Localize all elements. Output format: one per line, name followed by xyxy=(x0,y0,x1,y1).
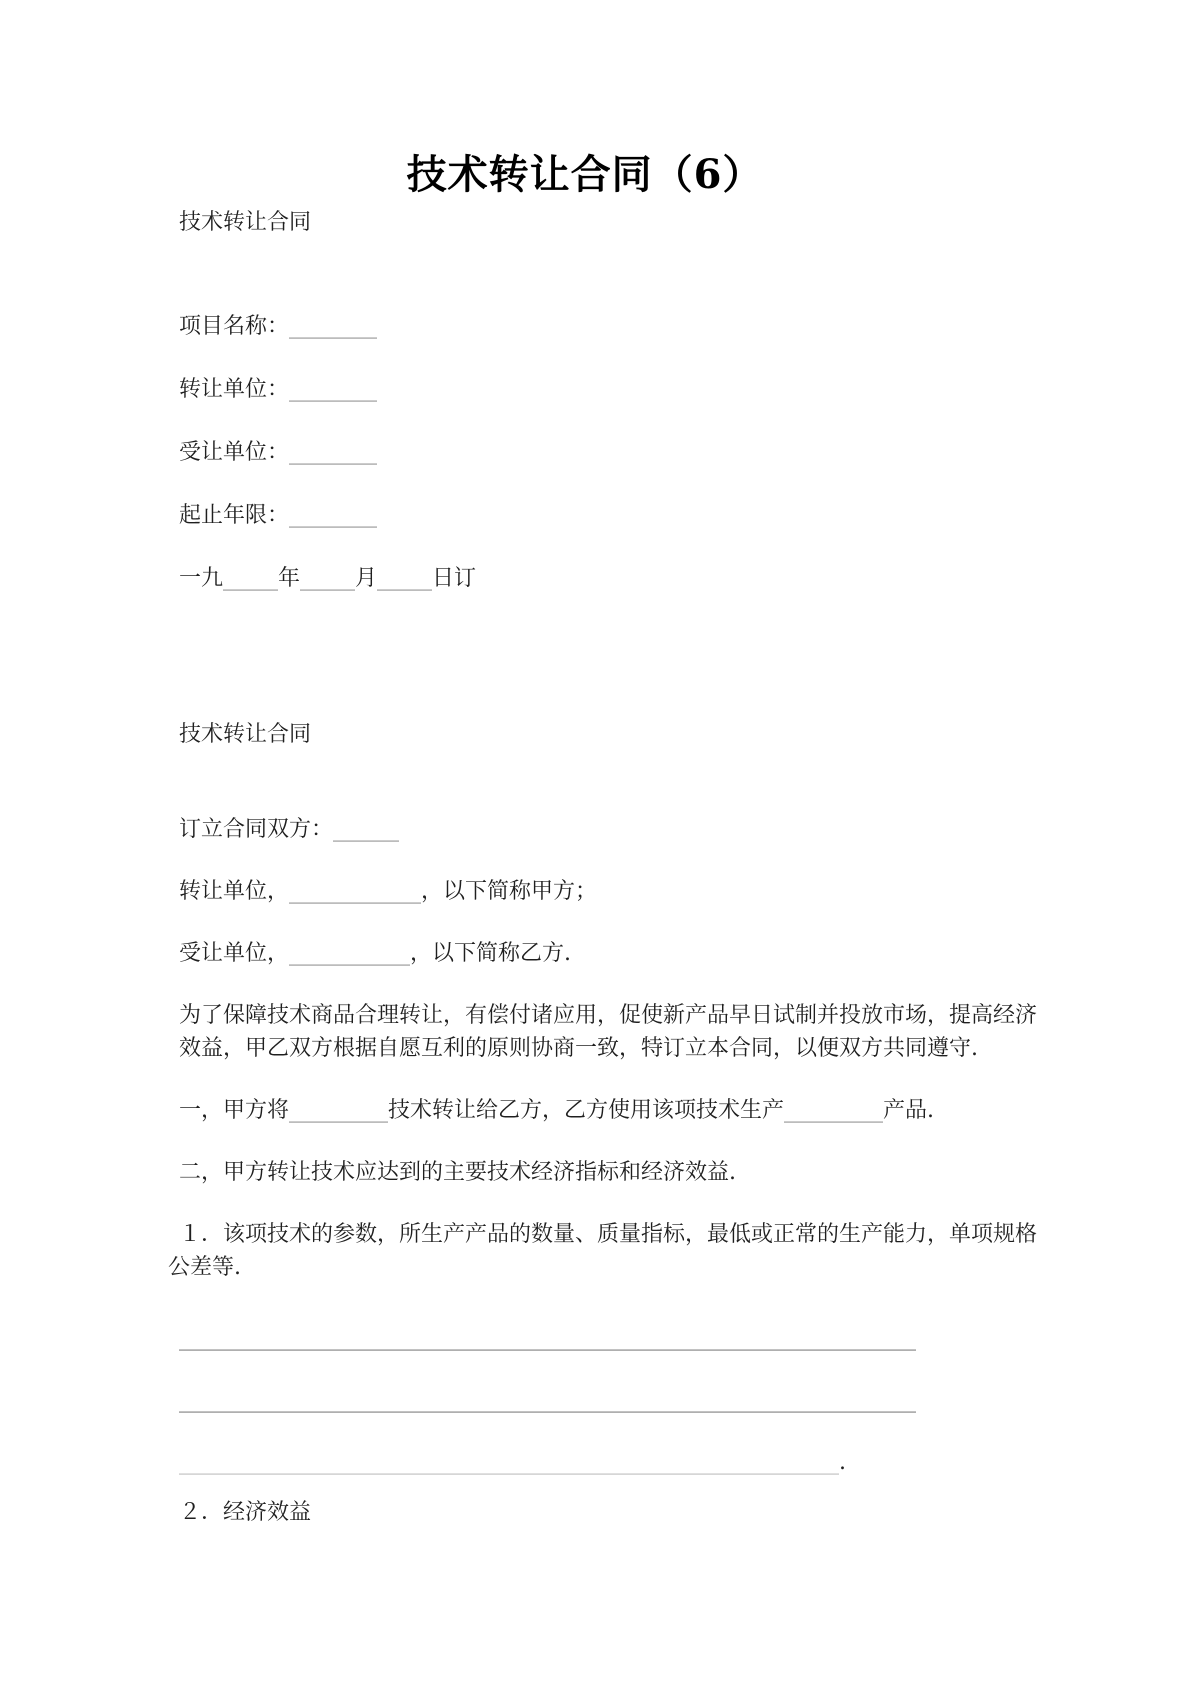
document-title: 技术转让合同（6） xyxy=(406,151,764,198)
fill-line-3-rule: ____________________________________________________________ xyxy=(179,1450,839,1475)
party-b-post: ，以下简称乙方. xyxy=(410,941,572,966)
fill-line-2 xyxy=(179,1384,1051,1417)
clause-one-mid: 技术转让给乙方，乙方使用该项技术生产 xyxy=(388,1098,785,1123)
preamble-paragraph: 为了保障技术商品合理转让，有偿付诸应用，促使新产品早日试制并投放市场，提高经济效益，甲乙双方根据自愿互利的原则协商一致，特订立本合同，以便双方共同遵守. xyxy=(179,1003,1038,1061)
party-a-line xyxy=(179,875,1051,908)
date-day-blank: _____ xyxy=(377,566,433,591)
field-transferor-label: 转让单位： xyxy=(179,377,290,402)
fill-line-1-rule: ___________________________________________________________________ xyxy=(179,1326,916,1351)
field-term-label: 起止年限： xyxy=(179,503,290,528)
parties-intro xyxy=(179,813,1051,846)
date-year-label: 年 xyxy=(278,566,301,591)
field-transferee-blank: ________ xyxy=(289,440,378,465)
field-project-name-label: 项目名称： xyxy=(179,314,290,339)
item-one-paragraph: １．该项技术的参数，所生产产品的数量、质量指标，最低或正常的生产能力，单项规格公差等. xyxy=(168,1222,1038,1280)
party-b-line xyxy=(179,937,1051,970)
date-month-blank: _____ xyxy=(300,566,356,591)
field-transferor-blank: ________ xyxy=(289,377,378,402)
document-subtitle: 技术转让合同 xyxy=(179,210,312,235)
field-transferor xyxy=(179,373,1051,406)
party-b-pre: 受让单位， xyxy=(179,941,290,966)
date-line xyxy=(179,562,1051,595)
parties-intro-label: 订立合同双方： xyxy=(179,817,334,842)
field-project-name-blank: ________ xyxy=(289,314,378,339)
field-transferee-label: 受让单位： xyxy=(179,440,290,465)
party-a-blank: ____________ xyxy=(289,879,422,904)
fill-line-3 xyxy=(179,1446,1051,1479)
clause-one xyxy=(179,1094,1051,1127)
clause-two: 二，甲方转让技术应达到的主要技术经济指标和经济效益. xyxy=(179,1160,736,1185)
field-term-blank: ________ xyxy=(289,503,378,528)
field-project-name xyxy=(179,310,1051,343)
fill-line-2-rule: ___________________________________________________________________ xyxy=(179,1388,916,1413)
date-day-label: 日订 xyxy=(432,566,477,591)
date-year-blank: _____ xyxy=(223,566,279,591)
item-two-heading: ２．经济效益 xyxy=(179,1500,312,1525)
fill-line-1 xyxy=(179,1322,1051,1355)
field-transferee xyxy=(179,436,1051,469)
section-heading: 技术转让合同 xyxy=(179,722,312,747)
field-term xyxy=(179,499,1051,532)
date-month-label: 月 xyxy=(355,566,378,591)
clause-one-post: 产品. xyxy=(883,1098,935,1123)
contract-document xyxy=(168,150,1051,1529)
parties-intro-blank: ______ xyxy=(333,817,400,842)
party-a-post: ，以下简称甲方； xyxy=(421,879,598,904)
fill-line-3-period: . xyxy=(839,1450,846,1475)
clause-one-blank-product: _________ xyxy=(784,1098,884,1123)
date-era-text: 一九 xyxy=(179,566,224,591)
clause-one-pre: 一，甲方将 xyxy=(179,1098,290,1123)
party-b-blank: ___________ xyxy=(289,941,411,966)
party-a-pre: 转让单位， xyxy=(179,879,290,904)
clause-one-blank-technology: _________ xyxy=(289,1098,389,1123)
